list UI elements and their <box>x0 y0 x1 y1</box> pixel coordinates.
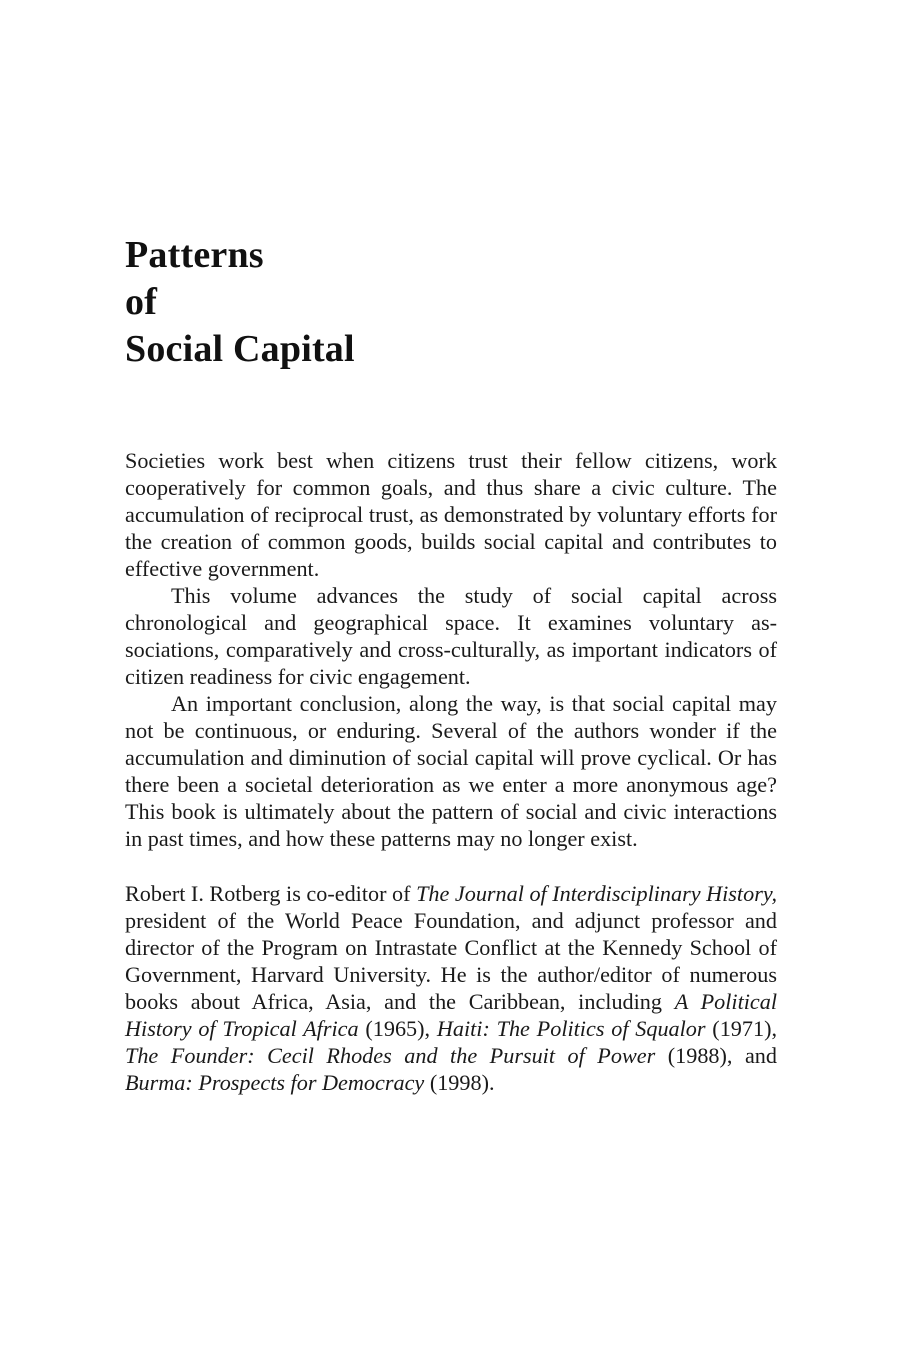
title-line-1: Patterns <box>125 234 264 276</box>
description-paragraph-1: Societies work best when citizens trust their fellow citizens, work cooperatively for common goals, and thus share a civic culture. The accumulation of reciprocal trust, as demonstrated by voluntary efforts for the creation of common goods, builds social capital and contributes to effective government. <box>125 448 777 581</box>
bio-text-1: Robert I. Rotberg is co-editor of <box>125 881 417 906</box>
bio-title-burma: Burma: Prospects for Democracy <box>125 1070 425 1095</box>
bio-text-3: (1965), <box>358 1016 437 1041</box>
bio-text-4: (1971), <box>705 1016 778 1041</box>
title-line-3: Social Capital <box>125 328 355 370</box>
page-content <box>125 232 777 1096</box>
bio-text-6: (1998). <box>424 1070 495 1095</box>
description-paragraph-3: An important conclusion, along the way, is that social capital may not be continuous, or enduring. Several of the authors wonder if the accumulation and diminution of social capital will prove cyclical. Or has there been a societal deterioration as we enter a more anonymous age? This book is ultimately about the pattern of social and civic interactions in past times, and how these patterns may no longer exist. <box>125 691 777 851</box>
author-bio <box>125 880 777 1096</box>
bio-text-5: (1988), and <box>655 1043 777 1068</box>
description-paragraph-2: This volume advances the study of social capital across chronological and geographical space. It examines voluntary associations, comparatively and cross-culturally, as important indicators of citizen readiness for civic engagement. <box>125 583 777 689</box>
bio-title-journal: The Journal of Interdisciplinary History, <box>416 881 777 906</box>
bio-title-tropical-africa: A Political History of Tropical Africa <box>125 989 778 1041</box>
bio-title-haiti: Haiti: The Politics of Squalor <box>436 1016 706 1041</box>
book-title <box>125 232 777 373</box>
bio-text-2: president of the World Peace Foundation, and adjunct professor and director of the Program on Intrastate Conflict at the Kennedy School of Government, Harvard University. He is the author/editor of numerous books about Africa, Asia, and the Caribbean, including <box>125 908 777 1014</box>
bio-title-founder: The Founder: Cecil Rhodes and the Pursuit of Power <box>125 1043 656 1068</box>
book-description <box>125 447 777 852</box>
title-line-2: of <box>125 281 158 323</box>
